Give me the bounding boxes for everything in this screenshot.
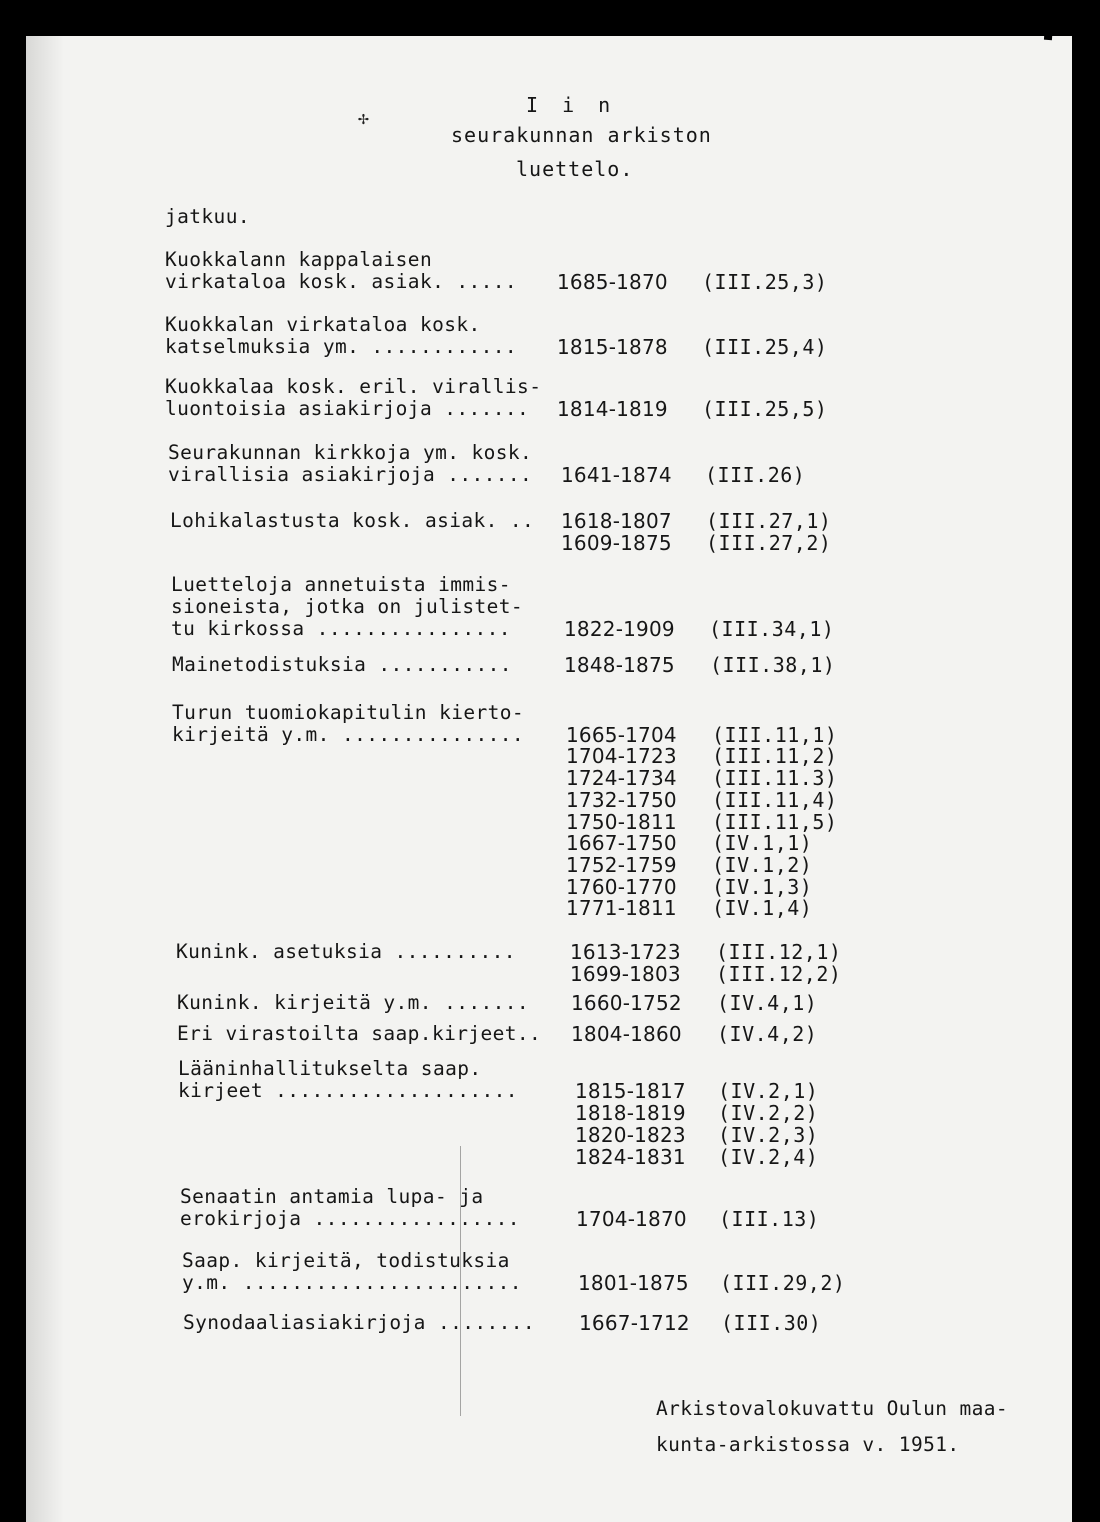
page-edge-shadow xyxy=(26,36,64,1522)
continued-label: jatkuu. xyxy=(165,205,250,228)
entry-years: 1750-1811 xyxy=(566,809,677,834)
entry-years: 1822-1909 xyxy=(564,617,675,641)
entry-text: virkataloa kosk. asiak. ..... xyxy=(165,270,518,293)
entry-reference: (III.11.3) xyxy=(712,766,838,791)
entry-reference: (IV.4,2) xyxy=(717,1022,818,1046)
entry-years: 1801-1875 xyxy=(578,1271,689,1295)
entry-reference: (IV.2,1) xyxy=(718,1079,819,1103)
entry-years: 1814-1819 xyxy=(557,397,668,421)
entry-text: tu kirkossa ................ xyxy=(171,617,511,640)
entry-text: Kuokkalann kappalaisen xyxy=(165,248,433,271)
entry-reference: (IV.1,3) xyxy=(712,874,813,899)
entry-text: y.m. ....................... xyxy=(182,1271,522,1294)
entry-text: Kunink. asetuksia .......... xyxy=(176,940,516,963)
entry-years: 1704-1870 xyxy=(576,1207,687,1231)
entry-reference: (III.12,2) xyxy=(716,962,842,986)
entry-years: 1699-1803 xyxy=(570,962,681,986)
entry-reference: (III.12,1) xyxy=(716,940,842,964)
entry-years: 1771-1811 xyxy=(566,896,677,921)
footer-line-1: Arkistovalokuvattu Oulun maa- xyxy=(656,1397,1009,1420)
entry-text: Seurakunnan kirkkoja ym. kosk. xyxy=(168,441,533,464)
entry-reference: (III.38,1) xyxy=(710,653,836,677)
entry-years: 1824-1831 xyxy=(575,1145,686,1169)
entry-years: 1732-1750 xyxy=(566,787,677,812)
document-page xyxy=(26,36,1072,1522)
entry-years: 1815-1878 xyxy=(557,335,668,359)
entry-reference: (III.34,1) xyxy=(709,617,835,641)
entry-text: Lääninhallitukselta saap. xyxy=(178,1057,482,1080)
entry-reference: (III.25,4) xyxy=(702,335,828,359)
entry-years: 1618-1807 xyxy=(561,509,672,533)
entry-years: 1804-1860 xyxy=(571,1022,682,1046)
entry-text: Kuokkalaa kosk. eril. virallis- xyxy=(165,375,542,398)
entry-text: erokirjoja ................. xyxy=(180,1207,520,1230)
entry-reference: (III.26) xyxy=(705,463,806,487)
entry-years: 1818-1819 xyxy=(575,1101,686,1125)
entry-years: 1667-1712 xyxy=(579,1311,690,1335)
footer-line-2: kunta-arkistossa v. 1951. xyxy=(656,1433,960,1456)
entry-text: Saap. kirjeitä, todistuksia xyxy=(182,1249,510,1272)
entry-years: 1641-1874 xyxy=(561,463,672,487)
entry-reference: (III.11,5) xyxy=(712,809,838,834)
entry-years: 1815-1817 xyxy=(575,1079,686,1103)
entry-reference: (III.11,2) xyxy=(712,744,838,769)
title-line-2: seurakunnan arkiston xyxy=(451,123,712,147)
entry-years: 1685-1870 xyxy=(557,270,668,294)
entry-reference: (IV.2,4) xyxy=(718,1145,819,1169)
entry-years: 1665-1704 xyxy=(566,722,677,747)
entry-reference: (III.29,2) xyxy=(720,1271,846,1295)
entry-reference: (IV.2,2) xyxy=(718,1101,819,1125)
entry-text: kirjeitä y.m. ............... xyxy=(172,722,525,746)
entry-text: Lohikalastusta kosk. asiak. .. xyxy=(170,509,535,532)
entry-years: 1760-1770 xyxy=(566,874,677,899)
entry-reference: (III.25,3) xyxy=(702,270,828,294)
entry-reference: (III.30) xyxy=(721,1311,822,1335)
entry-text: kirjeet .................... xyxy=(178,1079,518,1102)
entry-years: 1724-1734 xyxy=(566,766,677,791)
entry-text: Luetteloja annetuista immis- xyxy=(171,573,511,596)
entry-reference: (IV.1,1) xyxy=(712,831,813,856)
entry-reference: (IV.1,2) xyxy=(712,852,813,877)
entry-reference: (III.27,1) xyxy=(706,509,832,533)
title-line-3: luettelo. xyxy=(516,157,634,181)
entry-text: Turun tuomiokapitulin kierto- xyxy=(172,701,525,724)
entry-text: Kuokkalan virkataloa kosk. xyxy=(165,313,481,336)
entry-reference: (IV.4,1) xyxy=(717,991,818,1015)
entry-years: 1820-1823 xyxy=(575,1123,686,1147)
entry-text: sioneista, jotka on julistet- xyxy=(171,595,524,618)
entry-text: Senaatin antamia lupa- ja xyxy=(180,1185,484,1208)
entry-reference: (III.11,1) xyxy=(712,722,838,747)
entry-years: 1667-1750 xyxy=(566,831,677,856)
entry-years: 1660-1752 xyxy=(571,991,682,1015)
entry-reference: (III.11,4) xyxy=(712,787,838,812)
ink-mark-icon: ✢ xyxy=(358,108,369,129)
entry-reference: (III.25,5) xyxy=(702,397,828,421)
entry-reference: (IV.1,4) xyxy=(712,896,813,921)
title-line-1: I i n xyxy=(526,93,617,117)
entry-text: Synodaaliasiakirjoja ........ xyxy=(183,1311,536,1334)
entry-years: 1609-1875 xyxy=(561,531,672,555)
entry-text: virallisia asiakirjoja ....... xyxy=(168,463,533,486)
entry-reference: (III.27,2) xyxy=(706,531,832,555)
entry-years: 1704-1723 xyxy=(566,744,677,769)
film-tear xyxy=(1044,0,1056,40)
entry-text: Kunink. kirjeitä y.m. ....... xyxy=(177,991,530,1014)
entry-text: katselmuksia ym. ............ xyxy=(165,335,518,358)
entry-years: 1848-1875 xyxy=(564,653,675,677)
entry-years: 1613-1723 xyxy=(570,940,681,964)
entry-reference: (III.13) xyxy=(719,1207,820,1231)
entry-reference: (IV.2,3) xyxy=(718,1123,819,1147)
entry-text: Eri virastoilta saap.kirjeet.. xyxy=(177,1022,542,1045)
entry-text: luontoisia asiakirjoja ....... xyxy=(165,397,530,420)
entry-text: Mainetodistuksia ........... xyxy=(172,653,512,676)
entry-years: 1752-1759 xyxy=(566,852,677,877)
